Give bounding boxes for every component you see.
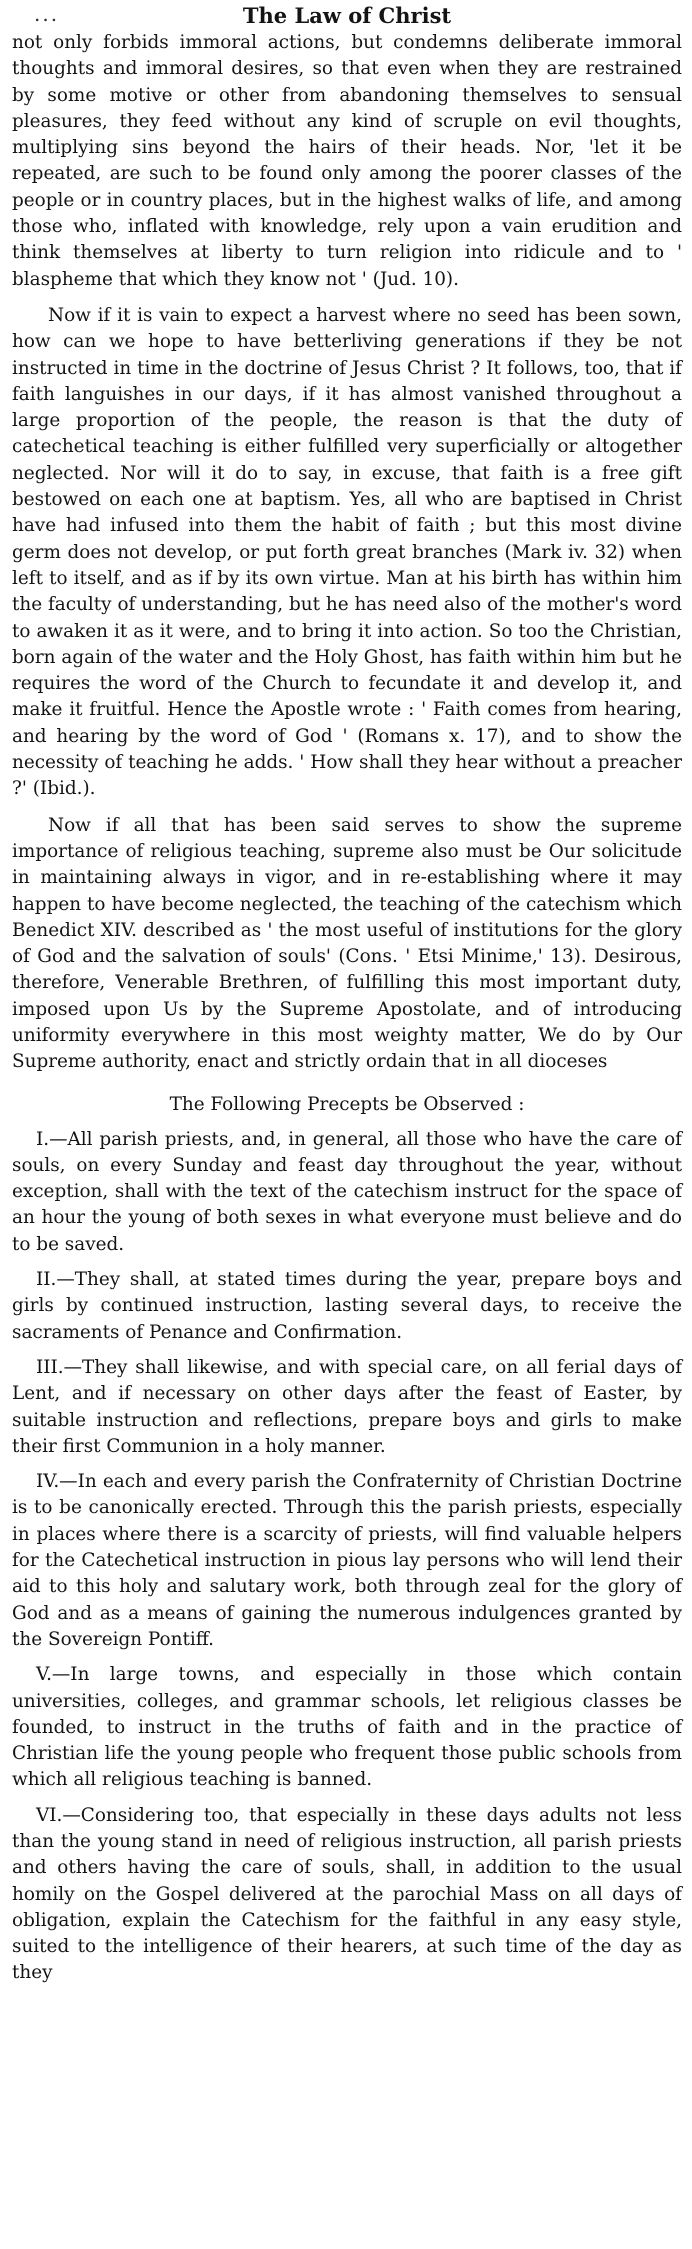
paragraph: Now if all that has been said serves to show the supreme importance of religious teaching, supreme also must be Our solicitude in maintaining always in vigor, and in re-establishing where it may happen to have become neglected, the teaching of the catechism which Benedict XIV. described as ' the most useful of institutions for the glory of God and the salvation of souls' (Cons. ' Etsi Minime,' 13). Desirous, therefore, Venerable Brethren, of fulfilling this most important duty, imposed upon Us by the Supreme Apostolate, and of introducing uniformity everywhere in this most weighty matter, We do by Our Supreme authority, enact and strictly ordain that in all dioceses xyxy=(12,814,682,1073)
precept-3: III.—They shall likewise, and with special care, on all ferial days of Lent, and if necessary on other days after the feast of Easter, by suitable instruction and reflections, prepare boys and girls to make their first Communion in a holy manner. xyxy=(12,1356,682,1457)
page-header xyxy=(12,0,682,30)
precepts-subheading: The Following Precepts be Observed : xyxy=(169,1093,525,1115)
precept-6: VI.—Considering too, that especially in these days adults not less than the young stand in need of religious instruction, all parish priests and others having the care of souls, shall, in addition to the usual homily on the Gospel delivered at the parochial Mass on all days of obligation, explain the Catechism for the faithful in any easy style, suited to the intelligence of their hearers, at such time of the day as they xyxy=(12,1804,682,1984)
page-title: The Law of Christ xyxy=(242,3,452,28)
precept-2: II.—They shall, at stated times during the year, prepare boys and girls by continued instruction, lasting several days, to receive the sacraments of Penance and Confirmation. xyxy=(12,1269,682,1343)
article-body xyxy=(12,30,682,1987)
precept-5: V.—In large towns, and especially in those which contain universities, colleges, and grammar schools, let religious classes be founded, to instruct in the truths of faith and in the practice of Christian life the young people who frequent those public schools from which all religious teaching is banned. xyxy=(12,1664,682,1791)
paragraph: Now if it is vain to expect a harvest where no seed has been sown, how can we hope to have betterliving generations if they be not instructed in time in the doctrine of Jesus Christ ? It follows, too, that if faith languishes in our days, if it has almost vanished throughout a large proportion of the people, the reason is that the duty of catechetical teaching is either fulfilled very superficially or altogether neglected. Nor will it do to say, in excuse, that faith is a free gift bestowed on each one at baptism. Yes, all who are baptised in Christ have had infused into them the habit of faith ; but this most divine germ does not develop, or put forth great branches (Mark iv. 32) when left to itself, and as if by its own virtue. Man at his birth has within him the faculty of understanding, but he has need also of the mother's word to awaken it as it were, and to bring it into action. So too the Christian, born again of the water and the Holy Ghost, has faith within him but he requires the word of the Church to fecundate it and develop it, and make it fruitful. Hence the Apostle wrote : ' Faith comes from hearing, and hearing by the word of God ' (Romans x. 17), and to show the necessity of teaching he adds. ' How shall they hear without a preacher ?' (Ibid.). xyxy=(12,304,682,800)
precept-4: IV.—In each and every parish the Confraternity of Christian Doctrine is to be canonically erected. Through this the parish priests, especially in places where there is a scarcity of priests, will find valuable helpers for the Catechetical instruction in pious lay persons who will lend their aid to this holy and salutary work, both through zeal for the glory of God and as a means of gaining the numerous indulgences granted by the Sovereign Pontiff. xyxy=(12,1471,682,1650)
precept-1: I.—All parish priests, and, in general, all those who have the care of souls, on every Sunday and feast day throughout the year, without exception, shall with the text of the catechism instruct for the space of an hour the young of both sexes in what everyone must believe and do to be saved. xyxy=(12,1128,682,1255)
paragraph: not only forbids immoral actions, but condemns deliberate immoral thoughts and immoral desires, so that even when they are restrained by some motive or other from abandoning themselves to sensual pleasures, they feed without any kind of scruple on evil thoughts, multiplying sins beyond the hairs of their heads. Nor, 'let it be repeated, are such to be found only among the poorer classes of the people or in country places, but in the highest walks of life, and among those who, inflated with knowledge, rely upon a vain erudition and think themselves at liberty to turn religion into ridicule and to ' blaspheme that which they know not ' (Jud. 10). xyxy=(12,32,682,290)
header-marker: ... xyxy=(34,2,60,26)
